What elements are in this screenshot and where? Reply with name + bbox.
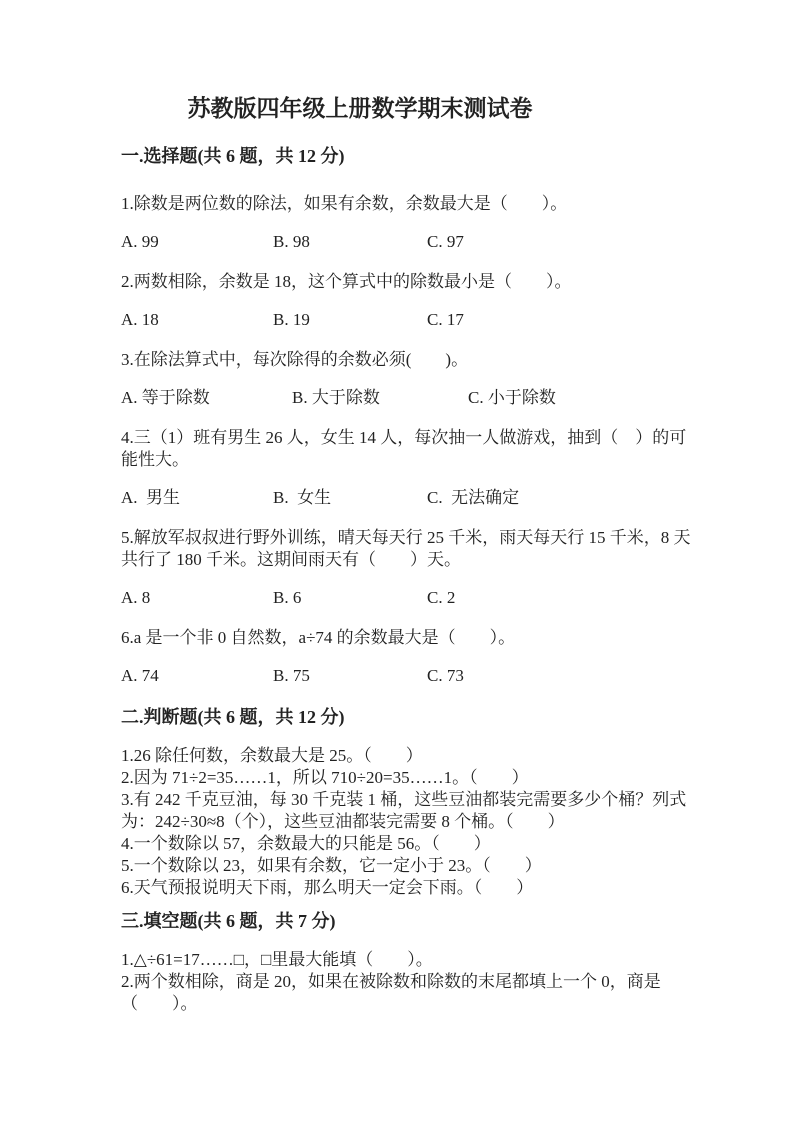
question-text: 2.两数相除，余数是 18，这个算式中的除数最小是（ ）。 xyxy=(121,272,572,291)
option-c: C. 73 xyxy=(427,666,464,685)
section-heading-fill-blank: 三.填空题(共 6 题，共 7 分) xyxy=(121,911,336,931)
option-b: B. 98 xyxy=(273,232,310,251)
judgement-statement-5 xyxy=(121,855,704,877)
question-text: 6.a 是一个非 0 自然数，a÷74 的余数最大是（ ）。 xyxy=(121,628,516,647)
statement-text: 5.一个数除以 23，如果有余数，它一定小于 23。（ ） xyxy=(121,856,542,875)
choice-question-4 xyxy=(121,427,704,509)
option-a: A. 99 xyxy=(121,232,159,251)
question-text: 4.三（1）班有男生 26 人，女生 14 人，每次抽一人做游戏，抽到（ ）的可 xyxy=(121,428,687,447)
choice-question-5 xyxy=(121,527,704,609)
judgement-statement-3 xyxy=(121,789,704,833)
option-a: A. 74 xyxy=(121,666,159,685)
options-row xyxy=(121,487,704,509)
option-a: A. 18 xyxy=(121,310,159,329)
statement-text: 4.一个数除以 57，余数最大的只能是 56。（ ） xyxy=(121,834,491,853)
question-text: 5.解放军叔叔进行野外训练，晴天每天行 25 千米，雨天每天行 15 千米，8 天 xyxy=(121,528,691,547)
statement-text: 为：242÷30≈8（个），这些豆油都装完需要 8 个桶。（ ） xyxy=(121,812,565,831)
option-b: B. 19 xyxy=(273,310,310,329)
statement-text: （ ）。 xyxy=(121,994,198,1013)
choice-question-1 xyxy=(121,193,704,253)
option-c: C. 无法确定 xyxy=(427,488,520,507)
judgement-statement-2 xyxy=(121,767,704,789)
options-row xyxy=(121,231,704,253)
choice-question-6 xyxy=(121,627,704,687)
statement-text: 1.△÷61=17……□，□里最大能填（ ）。 xyxy=(121,950,433,969)
question-text: 1.除数是两位数的除法，如果有余数，余数最大是（ ）。 xyxy=(121,194,568,213)
judgement-statement-4 xyxy=(121,833,704,855)
question-text: 3.在除法算式中，每次除得的余数必须( )。 xyxy=(121,350,469,369)
options-row xyxy=(121,587,704,609)
question-text: 能性大。 xyxy=(121,450,189,469)
option-c: C. 17 xyxy=(427,310,464,329)
option-b: B. 女生 xyxy=(273,488,332,507)
option-c: C. 97 xyxy=(427,232,464,251)
statement-text: 6.天气预报说明天下雨，那么明天一定会下雨。（ ） xyxy=(121,878,534,897)
question-text: 共行了 180 千米。这期间雨天有（ ）天。 xyxy=(121,550,461,569)
statement-text: 2.两个数相除，商是 20，如果在被除数和除数的末尾都填上一个 0，商是 xyxy=(121,972,661,991)
options-row xyxy=(121,309,704,331)
section-heading-judgement: 二.判断题(共 6 题，共 12 分) xyxy=(121,707,345,727)
option-a: A. 等于除数 xyxy=(121,388,210,407)
document-title: 苏教版四年级上册数学期末测试卷 xyxy=(187,96,533,121)
choice-question-3 xyxy=(121,349,704,409)
section-heading-choice: 一.选择题(共 6 题，共 12 分) xyxy=(121,146,345,166)
statement-text: 2.因为 71÷2=35……1，所以 710÷20=35……1。（ ） xyxy=(121,768,529,787)
option-c: C. 小于除数 xyxy=(468,388,556,407)
judgement-statement-1 xyxy=(121,745,704,767)
options-row xyxy=(121,665,704,687)
choice-question-2 xyxy=(121,271,704,331)
options-row xyxy=(121,387,704,409)
statement-text: 1.26 除任何数，余数最大是 25。（ ） xyxy=(121,746,423,765)
statement-text: 3.有 242 千克豆油，每 30 千克装 1 桶，这些豆油都装完需要多少个桶？列式 xyxy=(121,790,687,809)
option-b: B. 6 xyxy=(273,588,302,607)
fill-blank-statement-1 xyxy=(121,949,704,971)
option-b: B. 大于除数 xyxy=(292,388,380,407)
option-c: C. 2 xyxy=(427,588,456,607)
judgement-statement-6 xyxy=(121,877,704,899)
option-a: A. 男生 xyxy=(121,488,181,507)
option-b: B. 75 xyxy=(273,666,310,685)
fill-blank-statement-2 xyxy=(121,971,704,1015)
option-a: A. 8 xyxy=(121,588,151,607)
